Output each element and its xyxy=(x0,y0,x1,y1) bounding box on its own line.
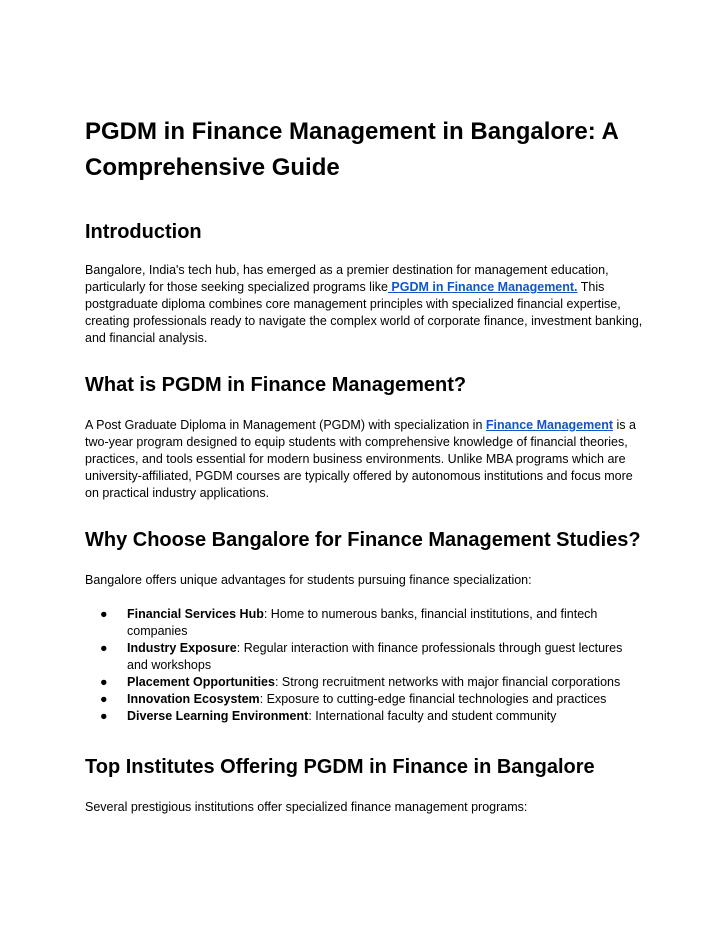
bullet-icon: ● xyxy=(100,709,108,723)
why-bangalore-intro: Bangalore offers unique advantages for students pursuing finance specialization: xyxy=(85,573,532,587)
list-item xyxy=(85,691,645,708)
list-item xyxy=(85,640,645,674)
list-item-term: Financial Services Hub xyxy=(127,607,264,621)
section-heading-introduction: Introduction xyxy=(85,221,202,243)
list-item xyxy=(85,606,645,640)
list-item-desc: : Strong recruitment networks with major financial corporations xyxy=(274,675,621,689)
bullet-icon: ● xyxy=(100,641,108,655)
what-is-text-after: is a two-year program designed to equip students with comprehensive knowledge of financial theories, practices, and tools essential for modern business environments. Unlike MBA programs which are university-affiliated, PGDM courses are typically offered by autonomous institutions and focus more on practical industry applications. xyxy=(85,418,636,500)
list-item-term: Diverse Learning Environment xyxy=(127,709,309,723)
page-title: PGDM in Finance Management in Bangalore: A Comprehensive Guide xyxy=(85,118,618,181)
list-item-desc: : International faculty and student community xyxy=(308,709,557,723)
introduction-text-before: Bangalore, India's tech hub, has emerged as a premier destination for management education, particularly for those seeking specialized programs like xyxy=(85,263,609,294)
bullet-icon: ● xyxy=(100,675,108,689)
list-item-desc: : Regular interaction with finance professionals through guest lectures and workshops xyxy=(127,641,623,672)
list-item-term: Placement Opportunities xyxy=(127,675,275,689)
list-item-desc: : Home to numerous banks, financial institutions, and fintech companies xyxy=(127,607,598,638)
bullet-icon: ● xyxy=(100,607,108,621)
introduction-paragraph xyxy=(85,262,645,347)
list-item xyxy=(85,708,645,725)
section-heading-top-institutes: Top Institutes Offering PGDM in Finance in Bangalore xyxy=(85,756,595,778)
list-item-desc: : Exposure to cutting-edge financial technologies and practices xyxy=(259,692,607,706)
list-item-term: Innovation Ecosystem xyxy=(127,692,260,706)
bullet-icon: ● xyxy=(100,692,108,706)
pgdm-finance-link[interactable]: PGDM in Finance Management. xyxy=(387,280,578,294)
introduction-text-after: This postgraduate diploma combines core management principles with specialized financial expertise, creating professionals ready to navigate the complex world of corporate finance, investment banking, and financial analysis. xyxy=(85,280,643,345)
section-heading-why-bangalore: Why Choose Bangalore for Finance Management Studies? xyxy=(85,529,641,551)
what-is-text-before: A Post Graduate Diploma in Management (PGDM) with specialization in xyxy=(85,418,486,432)
list-item-term: Industry Exposure xyxy=(127,641,237,655)
section-heading-what-is: What is PGDM in Finance Management? xyxy=(85,374,467,396)
top-institutes-intro: Several prestigious institutions offer specialized finance management programs: xyxy=(85,800,528,814)
finance-management-link[interactable]: Finance Management xyxy=(485,418,613,432)
document-body xyxy=(85,114,645,816)
list-item xyxy=(85,674,645,691)
what-is-paragraph xyxy=(85,417,645,502)
advantages-list xyxy=(85,606,645,725)
